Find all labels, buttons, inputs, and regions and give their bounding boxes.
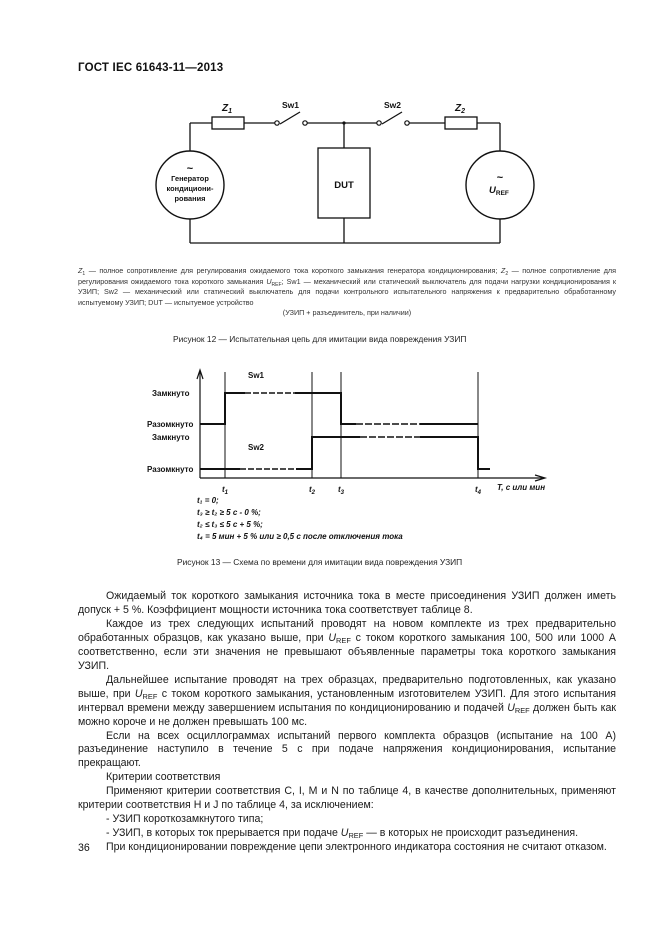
p2-uref-sub: REF [336, 635, 351, 645]
z1-label: $Z_1$ [222, 103, 233, 115]
paragraph-8 [78, 827, 616, 841]
p3-uref-2-sub: REF [514, 705, 530, 715]
z2-label: $Z_2$ [455, 103, 466, 115]
sw1-trace-label: Sw1 [248, 371, 265, 380]
t2-label: $t_2$ [309, 485, 316, 496]
legend-z1: Z [78, 266, 83, 275]
closed-label-sw1: Замкнуто [152, 389, 190, 398]
legend-text-2: — полное сопротивление для регулирования ожидаемого тока короткого замыкания [78, 266, 616, 286]
condition-1: t₁ = 0; [197, 496, 219, 505]
p8-text-a: - УЗИП, в которых ток прерывается при подаче [106, 827, 341, 840]
legend-z2: Z [500, 266, 506, 275]
page-number: 36 [78, 842, 90, 854]
generator-label-1: Генератор [171, 174, 209, 183]
time-axis-label: T, с или мин [497, 483, 546, 492]
closed-label-sw2: Замкнуто [152, 433, 190, 442]
open-label-sw1: Разомкнуто [147, 420, 194, 429]
paragraph-5: Критерии соответствия [106, 771, 221, 784]
t1-label: $t_1$ [222, 485, 229, 496]
p3-uref-1-sub: REF [142, 691, 158, 701]
paragraph-3 [78, 674, 616, 730]
legend-z2-sub: 2 [505, 271, 509, 277]
p3-text-a: Дальнейшее испытание проводят на трех образцах, предварительно подготовленных, как указано выше, при [78, 673, 616, 700]
legend-uref-sub: REF [271, 281, 282, 288]
p8-text-c: — в которых не происходит разъединения. [363, 827, 579, 840]
paragraph-7: - УЗИП короткозамкнутого типа; [106, 813, 264, 826]
generator-label-3: рования [174, 194, 206, 203]
paragraph-2 [78, 618, 616, 674]
generator-tilde: ~ [186, 163, 194, 175]
sw1-label: Sw1 [282, 100, 300, 110]
t3-label: $t_3$ [338, 485, 345, 496]
p8-uref-sub: REF [348, 831, 364, 841]
p2-text-a: Каждое из трех следующих испытаний проводят на новом комплекте из трех предварительно обработанных образцов, как указано выше, при [78, 617, 616, 644]
uref-label: $U_{REF}$ [489, 185, 509, 197]
p3-text-e: должен быть как можно короче и не должен превышать 100 мс. [78, 701, 616, 728]
condition-3: t₂ ≤ t₃ ≤ 5 с + 5 %; [197, 520, 263, 529]
legend-text-1: — полное сопротивление для регулирования ожидаемого тока короткого замыкания генератора кондиционирования; [85, 266, 501, 275]
legend-uref: U [266, 276, 272, 286]
p8-uref: U [340, 827, 349, 840]
legend-z1-sub: 1 [82, 271, 86, 277]
t4-label: $t_4$ [475, 485, 482, 496]
paragraph-9: При кондиционировании повреждение цепи электронного индикатора состояния не считают отказом. [106, 841, 607, 854]
p3-uref-2: U [507, 701, 515, 714]
uref-tilde: ~ [496, 172, 504, 184]
p2-text-c: с током короткого замыкания 100, 500 или 1000 А соответственно, если эти значения не превышают объявленные параметры тока короткого замыкания УЗИП. [78, 631, 616, 672]
legend-text-4: (УЗИП + разъединитель, при наличии) [282, 308, 412, 318]
document-header: ГОСТ IEC 61643-11—2013 [78, 62, 224, 74]
sw2-trace-label: Sw2 [248, 443, 265, 452]
body-text [78, 590, 616, 855]
condition-4: t₄ = 5 мин + 5 % или ≥ 0,5 с после отключения тока [197, 532, 403, 541]
condition-2: t₃ ≥ t₂ ≥ 5 с - 0 %; [197, 508, 261, 517]
figure-13-caption: Рисунок 13 — Схема по времени для имитации вида повреждения УЗИП [177, 557, 463, 567]
paragraph-4: Если на всех осциллограммах испытаний первого комплекта образцов (испытание на 100 А) разъединение наступило в течение 5 с при подаче напряжения кондиционирования, испытание прекращают. [78, 729, 616, 770]
legend-text-3: ; Sw1 — механический или статический выключатель для подачи нагрузки кондиционирования к УЗИП; Sw2 — механический или статический выключатель для подачи контрольного испытательного напряжения к предварительно обработанному испытуемому УЗИП; DUT — испытуемое устройство [78, 276, 616, 307]
p3-uref-1: U [134, 687, 143, 700]
sw2-label: Sw2 [384, 100, 402, 110]
paragraph-6: Применяют критерии соответствия С, I, М и N по таблице 4, в качестве дополнительных, применяют критерии соответствия Н и J по таблице 4, за исключением: [78, 785, 616, 812]
p2-uref: U [328, 631, 337, 644]
generator-label-2: кондициони- [166, 184, 214, 193]
p3-text-c: с током короткого замыкания, установленным изготовителем УЗИП. Для этого испытания интервал времени между завершением испытания по кондиционированию и подачей [78, 687, 616, 714]
paragraph-1: Ожидаемый ток короткого замыкания источника тока в месте присоединения УЗИП должен иметь допуск + 5 %. Коэффициент мощности источника тока соответствует таблице 8. [78, 590, 616, 616]
figure-12-caption: Рисунок 12 — Испытательная цепь для имитации вида повреждения УЗИП [173, 334, 467, 344]
open-label-sw2: Разомкнуто [147, 465, 194, 474]
dut-label: DUT [334, 180, 354, 191]
